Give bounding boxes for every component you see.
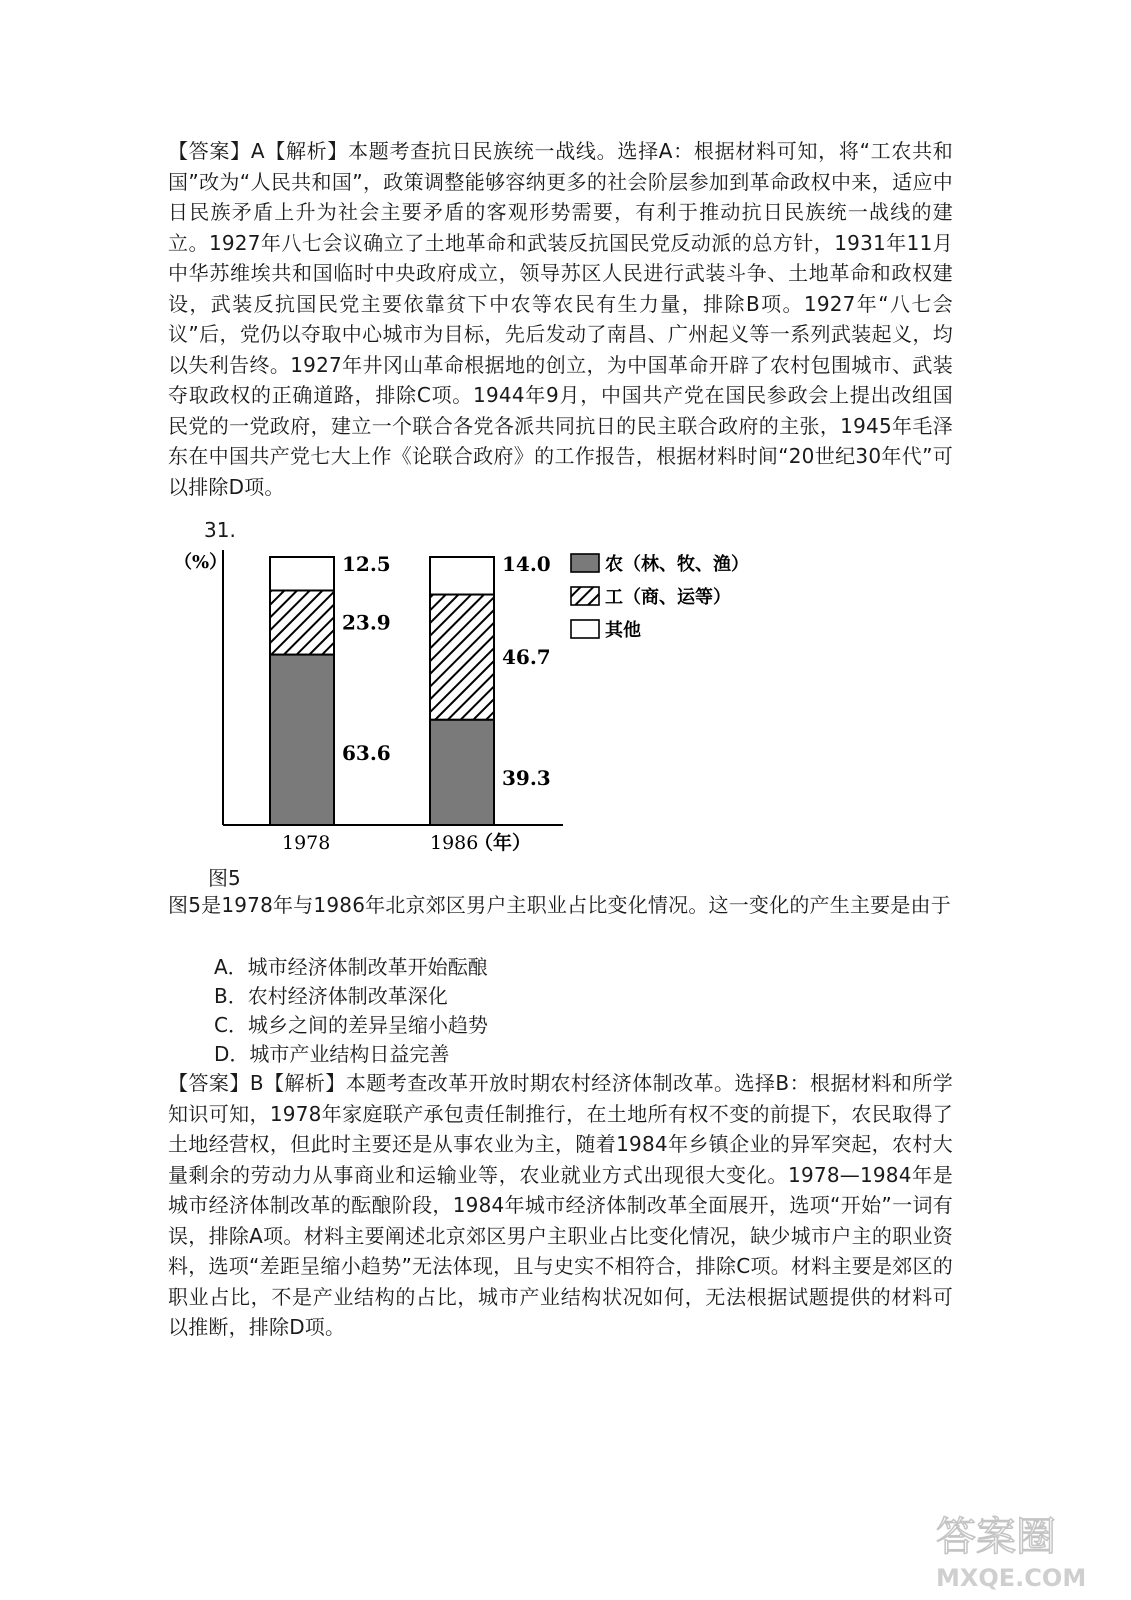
bar-1978-2 bbox=[270, 557, 334, 591]
legend-swatch-1 bbox=[571, 587, 599, 605]
data-label-1986-1: 46.7 bbox=[502, 645, 551, 670]
option-b: B．农村经济体制改革深化 bbox=[214, 984, 448, 1008]
bar-1978-1 bbox=[270, 591, 334, 655]
legend-swatch-0 bbox=[571, 554, 599, 572]
legend-swatch-2 bbox=[571, 620, 599, 638]
data-label-1986-0: 39.3 bbox=[502, 765, 551, 790]
data-label-1986-2: 14.0 bbox=[502, 552, 551, 576]
bar-1986-0 bbox=[430, 720, 494, 825]
watermark-line1: 答案圈 bbox=[936, 1514, 1056, 1560]
option-d: D．城市产业结构日益完善 bbox=[214, 1042, 450, 1066]
x-tick-label-1986: 1986 bbox=[430, 832, 479, 854]
figure-caption: 图5 bbox=[208, 866, 241, 890]
watermark-logo bbox=[930, 1500, 1105, 1592]
x-tick-label-1978: 1978 bbox=[282, 832, 331, 854]
question-31-number: 31. bbox=[204, 518, 236, 542]
data-label-1978-1: 23.9 bbox=[342, 610, 391, 635]
bar-1986-1 bbox=[430, 595, 494, 720]
bar-1978-0 bbox=[270, 655, 334, 825]
answer-30-explanation: 【答案】A【解析】本题考查抗日民族统一战线。选择A：根据材料可知，将“工农共和国”改为“人民共和国”，政策调整能够容纳更多的社会阶层参加到革命政权中来，适应中日民族矛盾上升为社会主要矛盾的客观形势需要，有利于推动抗日民族统一战线的建立。1927年八七会议确立了土地革命和武装反抗国民党反动派的总方针，1931年11月中华苏维埃共和国临时中央政府成立，领导苏区人民进行武装斗争、土地革命和政权建设，武装反抗国民党主要依靠贫下中农等农民有生力量，排除B项。1927年“八七会议”后，党仍以夺取中心城市为目标，先后发动了南昌、广州起义等一系列武装起义，均以失利告终。1927年井冈山革命根据地的创立，为中国革命开辟了农村包围城市、武装夺取政权的正确道路，排除C项。1944年9月，中国共产党在国民参政会上提出改组国民党的一党政府，建立一个联合各党各派共同抗日的民主联合政府的主张，1945年毛泽东在中国共产党七大上作《论联合政府》的工作报告，根据材料时间“20世纪30年代”可以排除D项。 bbox=[168, 139, 953, 499]
data-label-1978-2: 12.5 bbox=[342, 552, 391, 576]
y-axis-label: （%） bbox=[174, 552, 228, 573]
option-a: A．城市经济体制改革开始酝酿 bbox=[214, 955, 488, 979]
watermark-line2: MXQE.COM bbox=[936, 1564, 1087, 1592]
question-31-stem: 图5是1978年与1986年北京郊区男户主职业占比变化情况。这一变化的产生主要是由于 bbox=[168, 893, 951, 917]
answer-31-explanation: 【答案】B【解析】本题考查改革开放时期农村经济体制改革。选择B：根据材料和所学知识可知，1978年家庭联产承包责任制推行，在土地所有权不变的前提下，农民取得了土地经营权，但此时主要还是从事农业为主，随着1984年乡镇企业的异军突起，农村大量剩余的劳动力从事商业和运输业等，农业就业方式出现很大变化。1978—1984年是城市经济体制改革的酝酿阶段，1984年城市经济体制改革全面展开，选项“开始”一词有误，排除A项。材料主要阐述北京郊区男户主职业占比变化情况，缺少城市户主的职业资料，选项“差距呈缩小趋势”无法体现，且与史实不相符合，排除C项。材料主要是郊区的职业占比，不是产业结构的占比，城市产业结构状况如何，无法根据试题提供的材料可以推断，排除D项。 bbox=[168, 1071, 953, 1339]
legend-label-0: 农（林、牧、渔） bbox=[605, 554, 749, 575]
legend-label-1: 工（商、运等） bbox=[605, 587, 731, 608]
data-label-1978-0: 63.6 bbox=[342, 741, 391, 766]
bar-1986-2 bbox=[430, 557, 494, 595]
x-axis-label: （年） bbox=[474, 832, 532, 854]
legend-label-2: 其他 bbox=[605, 620, 641, 641]
figure-5-chart bbox=[168, 540, 808, 860]
option-c: C．城乡之间的差异呈缩小趋势 bbox=[214, 1013, 488, 1037]
